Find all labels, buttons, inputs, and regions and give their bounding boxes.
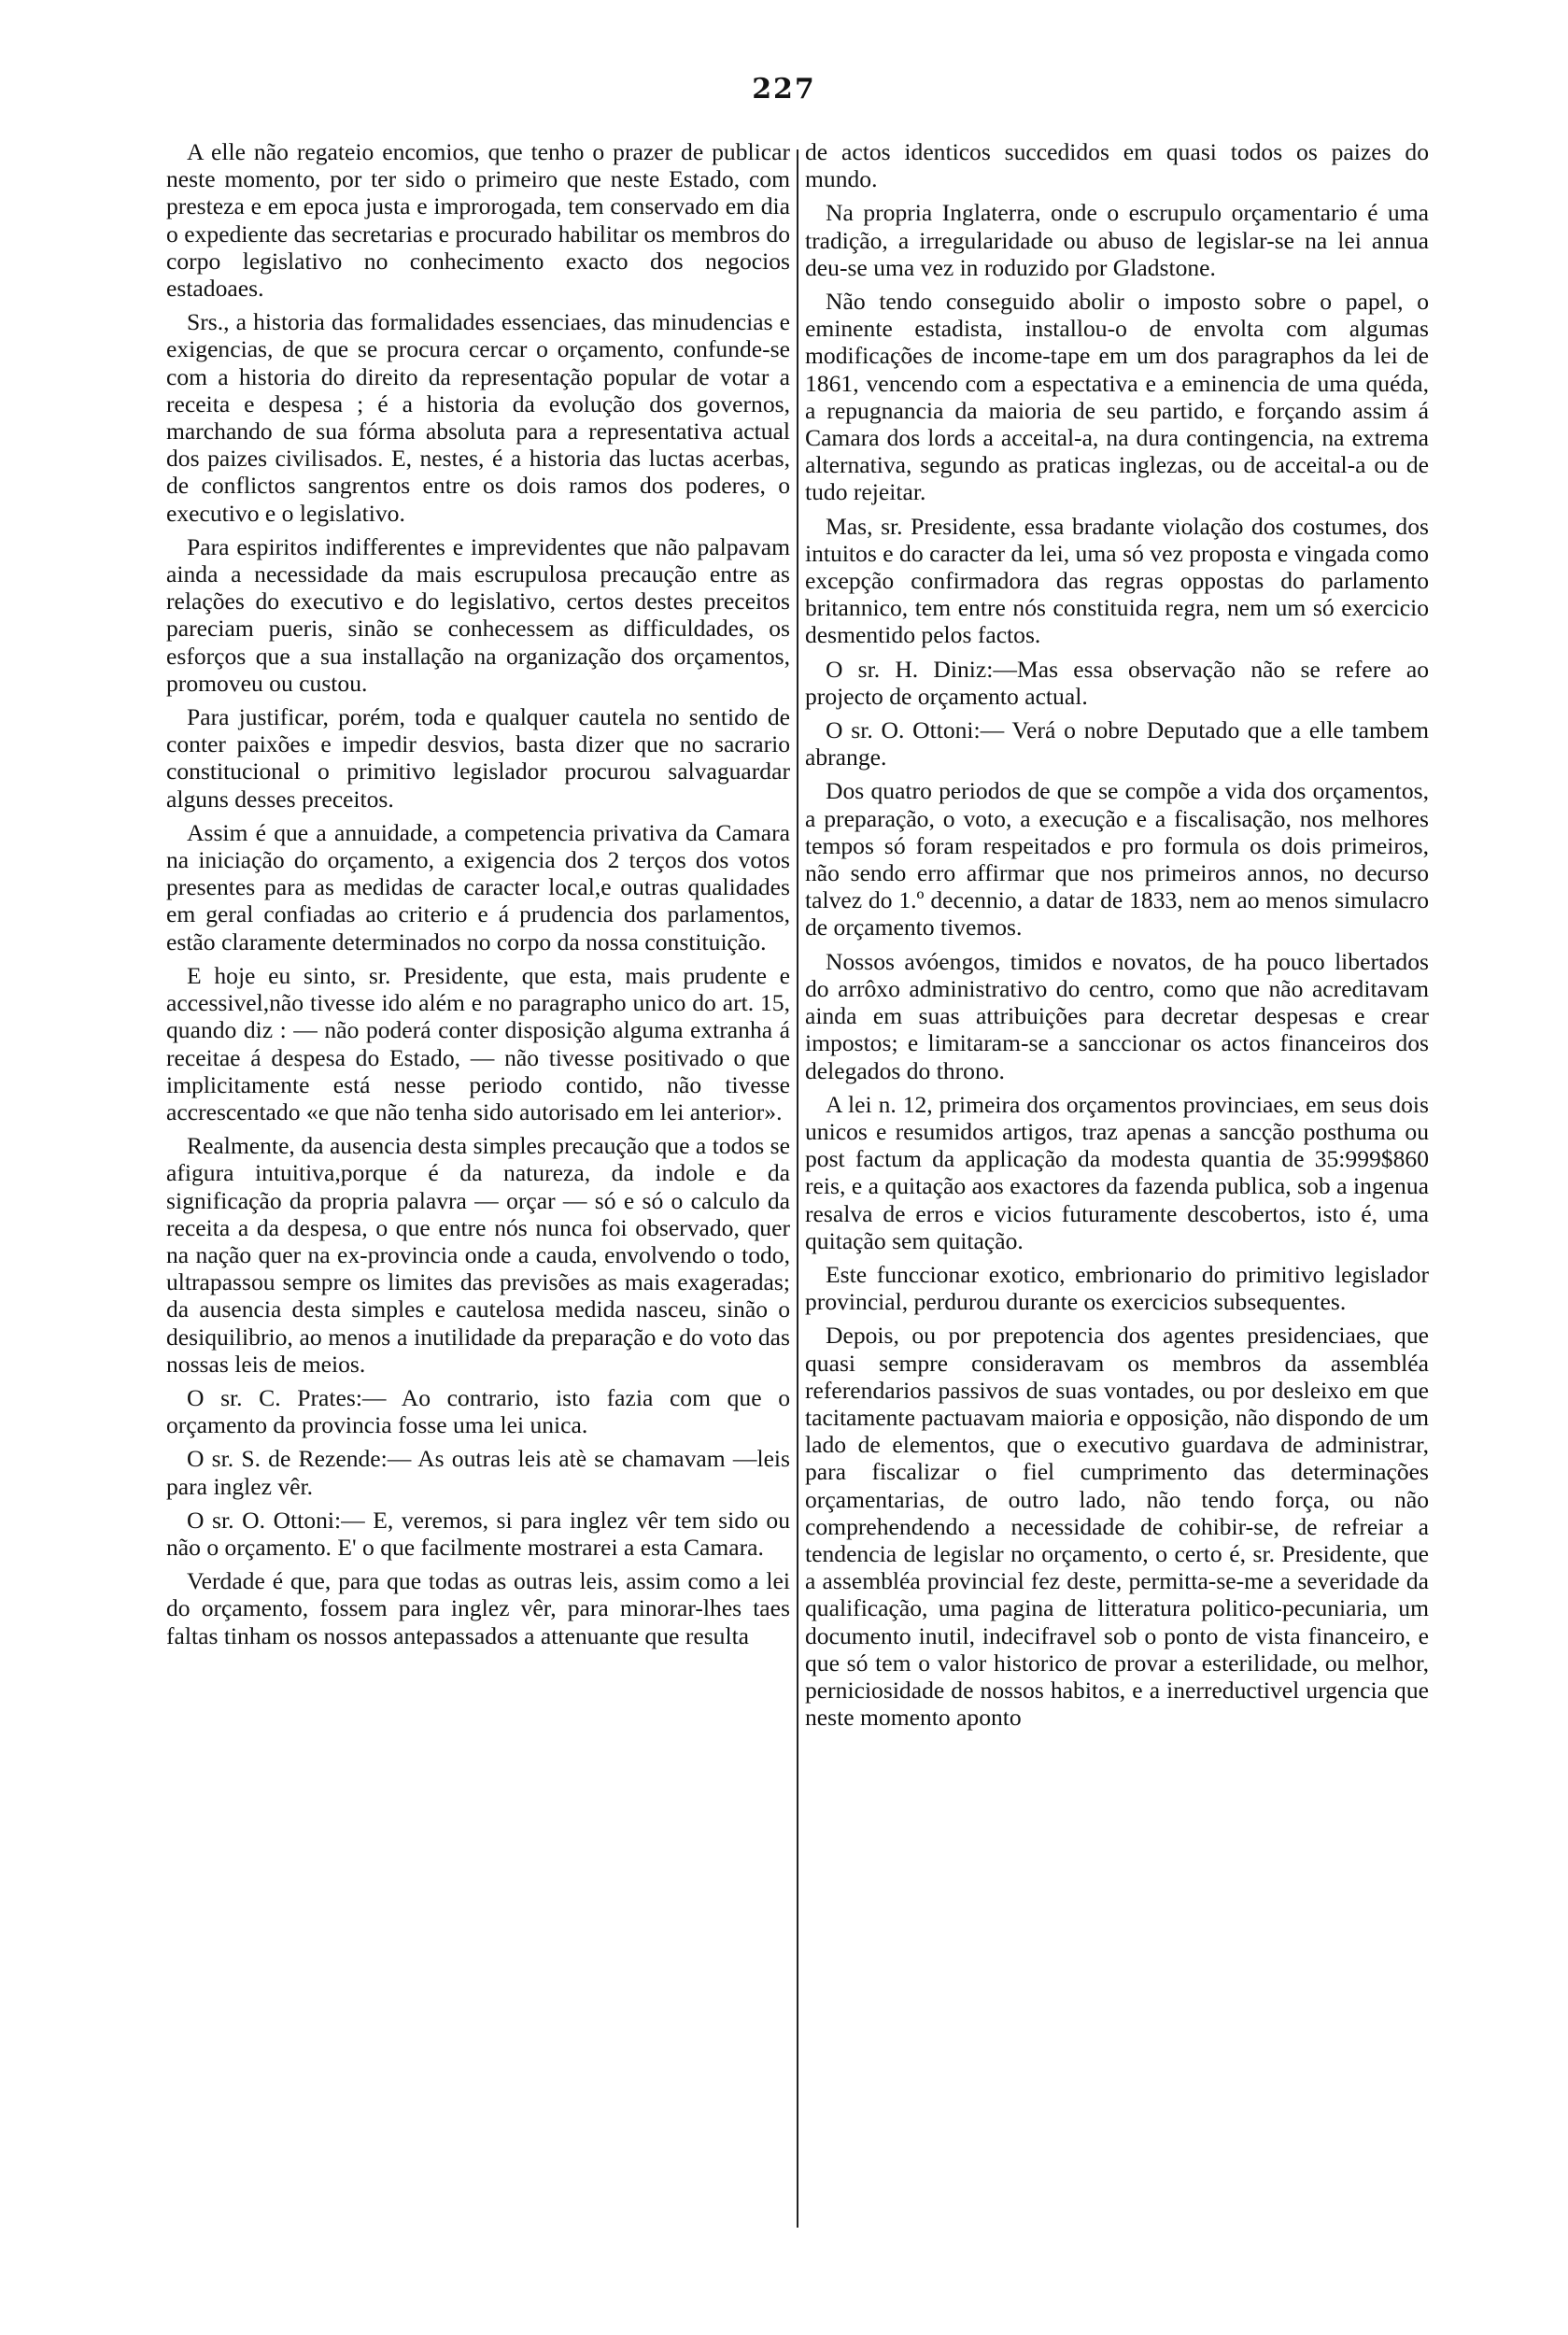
paragraph: Para justificar, porém, toda e qualquer cautela no sentido de conter paixões e impedir desvios, basta dizer que no sacrario constitucional o primitivo legislador procurou salvaguardar alguns desses preceitos.: [166, 703, 790, 813]
paragraph: Realmente, da ausencia desta simples precaução que a todos se afigura intuitiva,porque é da natureza, da indole e da significação da propria palavra — orçar — só e só o calculo da receita a da despesa, o que entre nós nunca foi observado, quer na nação quer na ex-provincia onde a cauda, envolvendo o todo, ultrapassou sempre os limites das previsões as mais exageradas; da ausencia desta simples e cautelosa medida nasceu, sinão o desiquilibrio, ao menos a inutilidade da preparação e do voto das nossas leis de meios.: [166, 1132, 790, 1378]
paragraph: Depois, ou por prepotencia dos agentes presidenciaes, que quasi sempre consideravam os membros da assembléa referendarios passivos de suas vontades, ou por desleixo em que tacitamente pactuavam maioria e opposição, não dispondo de um lado de elementos, que o executivo guardava de administrar, para fiscalizar o fiel cumprimento das determinações orçamentarias, de outro lado, não tendo força, ou não comprehendendo a necessidade de cohibir-se, de refreiar a tendencia de legislar no orçamento, o certo é, sr. Presidente, que a assembléa provincial fez deste, permitta-se-me a severidade da qualificação, uma pagina de litteratura politico-pecuniaria, um documento inutil, indecifravel sob o ponto de vista financeiro, e que só tem o valor historico de provar a esterilidade, ou melhor, perniciosidade de nossos habitos, e a inerreductivel urgencia que neste momento aponto: [805, 1322, 1429, 1732]
page-number: 227: [752, 73, 816, 106]
paragraph: Verdade é que, para que todas as outras leis, assim como a lei do orçamento, fossem para inglez vêr, para minorar-lhes taes faltas tinham os nossos antepassados a attenuante que resulta: [166, 1567, 790, 1649]
column-divider: [797, 149, 798, 2228]
paragraph: Srs., a historia das formalidades essenciaes, das minudencias e exigencias, de que se procura cercar o orçamento, confunde-se com a historia do direito da representação popular de votar a receita e despesa ; é a historia da evolução dos governos, marchando de sua fórma absoluta para a representativa actual dos paizes civilisados. E, nestes, é a historia das luctas acerbas, de conflictos sangrentos entre os dois ramos dos poderes, o executivo e o legislativo.: [166, 308, 790, 527]
paragraph: A lei n. 12, primeira dos orçamentos provinciaes, em seus dois unicos e resumidos artigos, traz apenas a sancção posthuma ou post factum da applicação da modesta quantia de 35:999$860 reis, e a quitação aos exactores da fazenda publica, sob a ingenua resalva de erros e vicios futuramente descobertos, isto é, uma quitação sem quitação.: [805, 1090, 1429, 1254]
paragraph: E hoje eu sinto, sr. Presidente, que esta, mais prudente e accessivel,não tivesse ido além e no paragrapho unico do art. 15, quando diz : — não poderá conter disposição alguma extranha á receitae á despesa do Estado, — não tivesse positivado o que implicitamente está nesse periodo contido, não tivesse accrescentado «e que não tenha sido autorisado em lei anterior».: [166, 961, 790, 1125]
speaker-remark: O sr. C. Prates:— Ao contrario, isto fazia com que o orçamento da provincia fosse uma lei unica.: [166, 1383, 790, 1439]
speaker-remark: O sr. O. Ottoni:— E, veremos, si para inglez vêr tem sido ou não o orçamento. E' o que facilmente mostrarei a esta Camara.: [166, 1506, 790, 1561]
speaker-remark: O sr. O. Ottoni:— Verá o nobre Deputado que a elle tambem abrange.: [805, 716, 1429, 771]
paragraph: Assim é que a annuidade, a competencia privativa da Camara na iniciação do orçamento, a exigencia dos 2 terços dos votos presentes para as medidas de caracter local,e outras qualidades em geral confiadas ao criterio e á prudencia dos parlamentos, estão claramente determinados no corpo da nossa constituição.: [166, 818, 790, 955]
paragraph: Este funccionar exotico, embrionario do primitivo legislador provincial, perdurou durante os exercicios subsequentes.: [805, 1260, 1429, 1316]
paragraph: Para espiritos indifferentes e imprevidentes que não palpavam ainda a necessidade da mais escrupulosa precaução entre as relações do executivo e do legislativo, certos destes preceitos pareciam pueris, sinão se conhecessem as difficuldades, os esforços que a sua installação na organização dos orçamentos, promoveu ou custou.: [166, 532, 790, 697]
paragraph: de actos identicos succedidos em quasi todos os paizes do mundo.: [805, 138, 1429, 193]
right-column: [805, 138, 1429, 1731]
paragraph: Nossos avóengos, timidos e novatos, de ha pouco libertados do arrôxo administrativo do centro, como que não acreditavam ainda em suas attribuições para decretar despesas e crear impostos; e limitaram-se a sanccionar os actos financeiros dos delegados do throno.: [805, 947, 1429, 1084]
paragraph: A elle não regateio encomios, que tenho o prazer de publicar neste momento, por ter sido o primeiro que neste Estado, com presteza e em epoca justa e improrogada, tem conservado em dia o expediente das secretarias e procurado habilitar os membros do corpo legislativo no conhecimento exacto dos negocios estadoaes.: [166, 138, 790, 303]
paragraph: Na propria Inglaterra, onde o escrupulo orçamentario é uma tradição, a irregularidade ou abuso de legislar-se na lei annua deu-se uma vez in roduzido por Gladstone.: [805, 199, 1429, 281]
speaker-remark: O sr. H. Diniz:—Mas essa observação não se refere ao projecto de orçamento actual.: [805, 655, 1429, 710]
left-column: [166, 138, 790, 1649]
paragraph: Mas, sr. Presidente, essa bradante violação dos costumes, dos intuitos e do caracter da lei, uma só vez proposta e vingada como excepção confirmadora das regras oppostas do parlamento britannico, tem entre nós constituida regra, nem um só exercicio desmentido pelos factos.: [805, 512, 1429, 649]
paragraph: Dos quatro periodos de que se compõe a vida dos orçamentos, a preparação, o voto, a execução e a fiscalisação, nos melhores tempos só foram respeitados e pro formula os dois primeiros, não sendo erro affirmar que nos primeiros annos, no decurso talvez do 1.º decennio, a datar de 1833, nem ao menos simulacro de orçamento tivemos.: [805, 777, 1429, 941]
speaker-remark: O sr. S. de Rezende:— As outras leis atè se chamavam —leis para inglez vêr.: [166, 1445, 790, 1500]
paragraph: Não tendo conseguido abolir o imposto sobre o papel, o eminente estadista, installou-o de envolta com algumas modificações de income-tape em um dos paragraphos da lei de 1861, vencendo com a espectativa e a eminencia de uma quéda, a repugnancia da maioria de seu partido, e forçando assim á Camara dos lords a acceital-a, na dura contingencia, na extrema alternativa, segundo as praticas inglezas, ou de acceital-a ou de tudo rejeitar.: [805, 288, 1429, 506]
